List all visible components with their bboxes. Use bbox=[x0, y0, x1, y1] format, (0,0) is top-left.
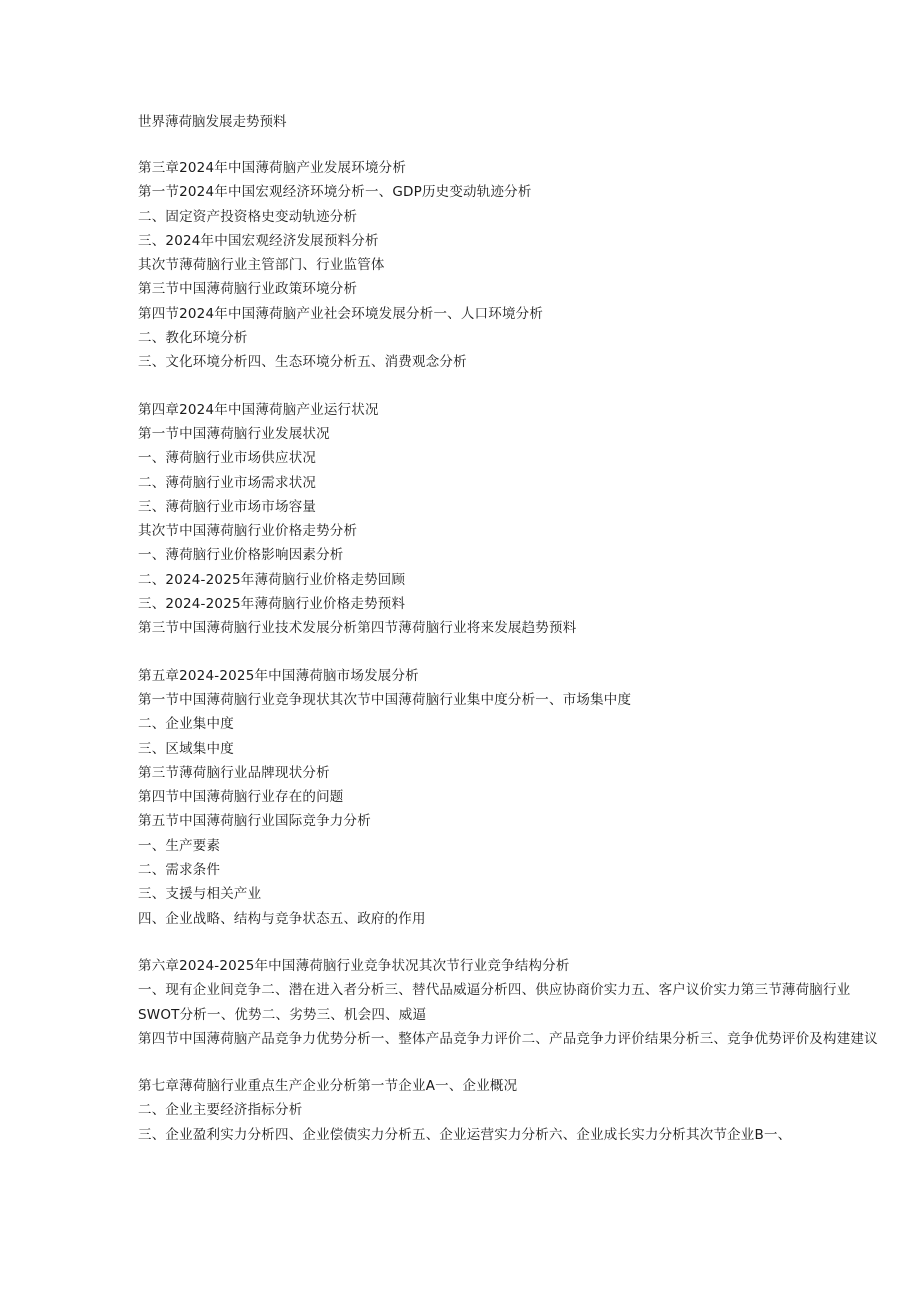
toc-line: 第一节中国薄荷脑行业竞争现状其次节中国薄荷脑行业集中度分析一、市场集中度 bbox=[138, 691, 632, 708]
toc-line: 三、支援与相关产业 bbox=[138, 886, 262, 903]
chapter-heading: 第五章2024-2025年中国薄荷脑市场发展分析 bbox=[138, 667, 419, 684]
chapter-5-section bbox=[138, 664, 883, 931]
toc-paragraph: 第四节中国薄荷脑产品竞争力优势分析一、整体产品竞争力评价二、产品竞争力评价结果分析三、竞争优势评价及构建建议 bbox=[138, 1030, 878, 1047]
toc-line: 二、企业集中度 bbox=[138, 716, 234, 733]
toc-line: 三、企业盈利实力分析四、企业偿债实力分析五、企业运营实力分析六、企业成长实力分析其次节企业B一、 bbox=[138, 1126, 792, 1143]
toc-line: 其次节薄荷脑行业主管部门、行业监管体 bbox=[138, 257, 385, 274]
toc-line: 二、2024-2025年薄荷脑行业价格走势回顾 bbox=[138, 571, 406, 588]
toc-line: 二、企业主要经济指标分析 bbox=[138, 1102, 303, 1119]
toc-line: 其次节中国薄荷脑行业价格走势分析 bbox=[138, 523, 358, 540]
chapter-heading: 第四章2024年中国薄荷脑产业运行状况 bbox=[138, 401, 379, 418]
toc-line: 第四节2024年中国薄荷脑产业社会环境发展分析一、人口环境分析 bbox=[138, 305, 544, 322]
toc-line: 三、2024-2025年薄荷脑行业价格走势预料 bbox=[138, 596, 406, 613]
chapter-heading: 第七章薄荷脑行业重点生产企业分析第一节企业A一、企业概况 bbox=[138, 1078, 518, 1095]
toc-line: 一、生产要素 bbox=[138, 837, 221, 854]
toc-line: 第一节2024年中国宏观经济环境分析一、GDP历史变动轨迹分析 bbox=[138, 184, 532, 201]
toc-line: 第三节薄荷脑行业品牌现状分析 bbox=[138, 764, 330, 781]
document-title: 世界薄荷脑发展走势预料 bbox=[138, 114, 287, 130]
toc-line: 第五节中国薄荷脑行业国际竞争力分析 bbox=[138, 813, 371, 830]
toc-line: 二、需求条件 bbox=[138, 862, 221, 879]
toc-line: 第三节中国薄荷脑行业技术发展分析第四节薄荷脑行业将来发展趋势预料 bbox=[138, 620, 577, 637]
toc-line: 第三节中国薄荷脑行业政策环境分析 bbox=[138, 281, 358, 298]
chapter-heading: 第六章2024-2025年中国薄荷脑行业竞争状况其次节行业竞争结构分析 bbox=[138, 957, 570, 974]
chapter-heading: 第三章2024年中国薄荷脑产业发展环境分析 bbox=[138, 160, 407, 176]
document-page bbox=[138, 110, 883, 1170]
toc-line: 第一节中国薄荷脑行业发展状况 bbox=[138, 425, 330, 442]
toc-line: 一、薄荷脑行业市场供应状况 bbox=[138, 450, 317, 467]
toc-line: 四、企业战略、结构与竞争状态五、政府的作用 bbox=[138, 910, 426, 927]
chapter-6-section bbox=[138, 954, 883, 1051]
toc-line: 一、薄荷脑行业价格影响因素分析 bbox=[138, 547, 344, 564]
toc-line: 三、薄荷脑行业市场市场容量 bbox=[138, 498, 317, 515]
toc-line: 三、区域集中度 bbox=[138, 740, 234, 757]
toc-line: 二、教化环境分析 bbox=[138, 330, 248, 347]
toc-line: 三、文化环境分析四、生态环境分析五、消费观念分析 bbox=[138, 354, 467, 371]
toc-line: 三、2024年中国宏观经济发展预料分析 bbox=[138, 232, 379, 249]
toc-line: 二、固定资产投资格史变动轨迹分析 bbox=[138, 208, 358, 225]
toc-line: 第四节中国薄荷脑行业存在的问题 bbox=[138, 789, 344, 806]
chapter-3-section bbox=[138, 156, 883, 375]
chapter-7-section bbox=[138, 1074, 883, 1147]
toc-line: 二、薄荷脑行业市场需求状况 bbox=[138, 474, 317, 491]
chapter-4-section bbox=[138, 398, 883, 641]
toc-paragraph: 一、现有企业间竞争二、潜在进入者分析三、替代品威逼分析四、供应协商价实力五、客户议价实力第三节薄荷脑行业SWOT分析一、优势二、劣势三、机会四、威逼 bbox=[138, 982, 851, 1023]
